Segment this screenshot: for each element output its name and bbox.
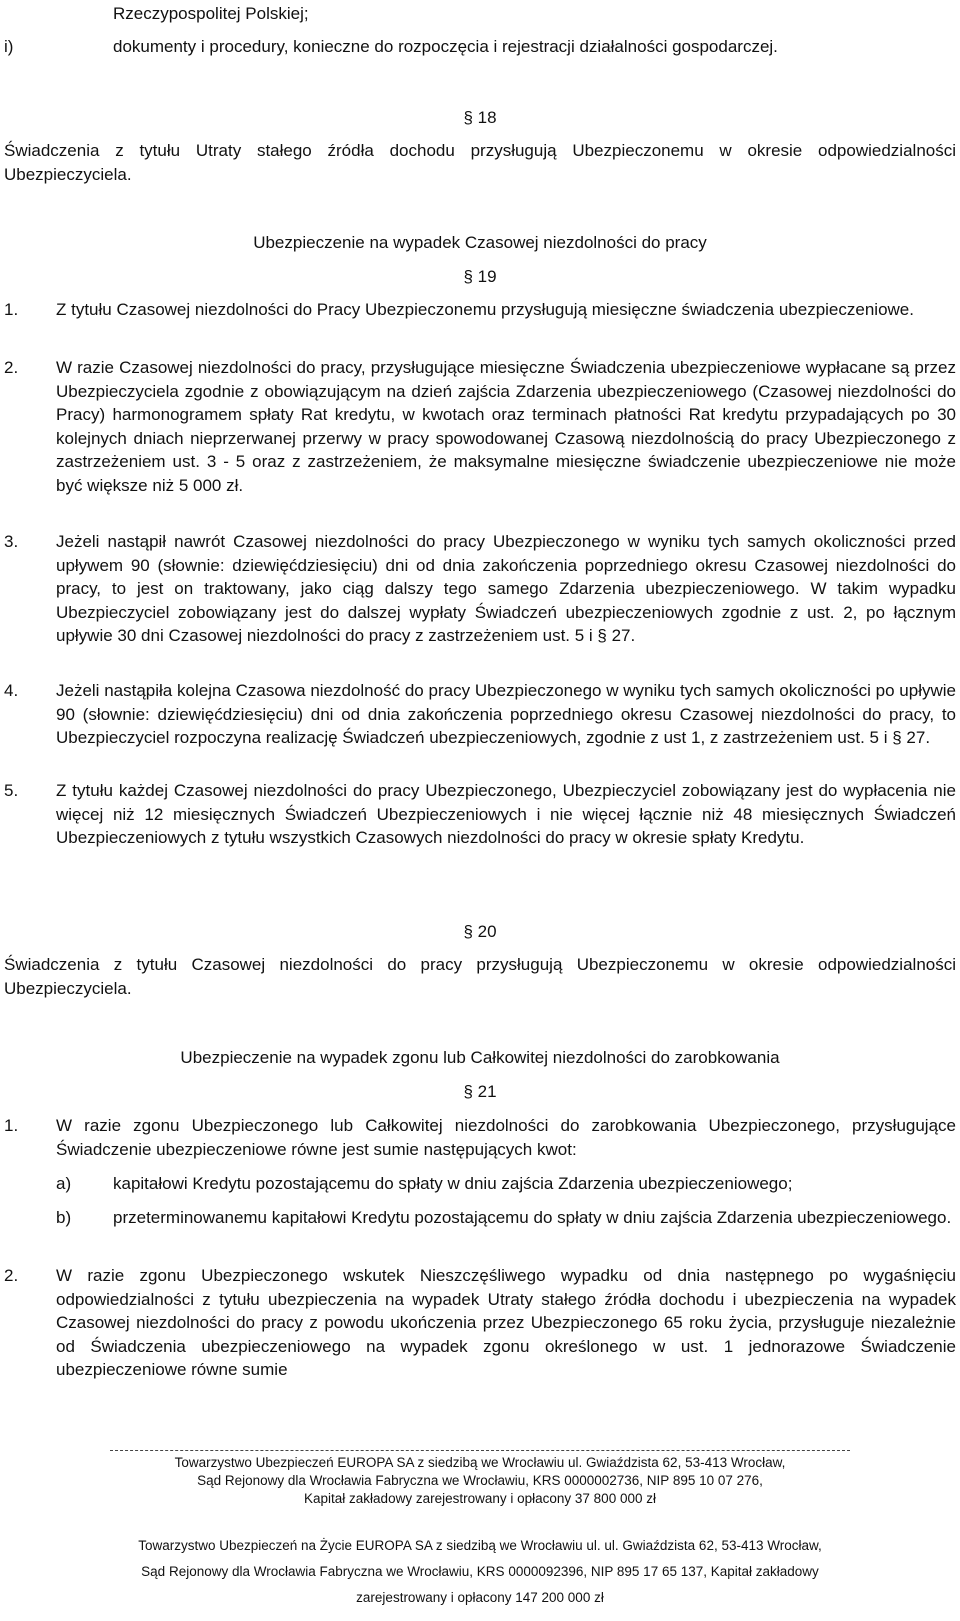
chapter-heading-death-or-incapacity: Ubezpieczenie na wypadek zgonu lub Całkowitej niezdolności do zarobkowania <box>180 1048 780 1067</box>
footer-line: zarejestrowany i opłacony 147 200 000 zł <box>356 1590 604 1605</box>
section-19-item-2: W razie Czasowej niezdolności do pracy, przysługujące miesięczne Świadczenia ubezpieczeniowe wypłacane są przez Ubezpieczyciela zgodnie z obowiązującym na dzień zajścia Zdarzenia ubezpieczeniowego (Czasowej niezdolności do Pracy) harmonogramem spłaty Rat kredytu, w kwotach oraz terminach płatności Rat kredytu przypadających po 30 kolejnych dniach nieprzerwanej przerwy w pracy spowodowanej Czasową niezdolnością do pracy Ubezpieczonego z zastrzeżeniem ust. 3 - 5 oraz z zastrzeżeniem, że maksymalne miesięczne świadczenie ubezpieczeniowe nie może być większe niż 5 000 zł. <box>56 358 956 495</box>
footer-line: Towarzystwo Ubezpieczeń na Życie EUROPA SA z siedzibą we Wrocławiu ul. ul. Gwiaździsta 62, 53-413 Wrocław, <box>138 1538 822 1553</box>
item-text-i: dokumenty i procedury, konieczne do rozpoczęcia i rejestracji działalności gospodarczej. <box>113 37 778 56</box>
section-number: 18 <box>477 108 497 127</box>
section-symbol: § <box>463 1082 473 1101</box>
section-21-subitem-a: kapitałowi Kredytu pozostającemu do spłaty w dniu zajścia Zdarzenia ubezpieczeniowego; <box>113 1174 793 1193</box>
continuation-line: Rzeczypospolitej Polskiej; <box>113 4 309 23</box>
footer-line: Sąd Rejonowy dla Wrocławia Fabryczna we Wrocławiu, KRS 0000002736, NIP 895 10 07 276, <box>197 1473 763 1488</box>
section-19-item-3: Jeżeli nastąpił nawrót Czasowej niezdolności do pracy Ubezpieczonego w wyniku tych samych okoliczności przed upływem 90 (słownie: dziewięćdziesięciu) dni od dnia zakończenia poprzedniego okresu Czasowej niezdolności do pracy, to jest on traktowany, jako ciąg dalszy tego samego Zdarzenia ubezpieczeniowego. W takim wypadku Ubezpieczyciel zobowiązany jest do dalszej wypłaty Świadczeń ubezpieczeniowych zgodnie z ust. 2, po łącznym upływie 30 dni Czasowej niezdolności do pracy z zastrzeżeniem ust. 5 i § 27. <box>56 532 956 645</box>
item-number: 3. <box>4 532 19 551</box>
section-21-heading <box>0 1080 960 1104</box>
item-number: 5. <box>4 781 19 800</box>
section-20-heading <box>0 920 960 944</box>
section-21-item-2: W razie zgonu Ubezpieczonego wskutek Nieszczęśliwego wypadku od dnia następnego po wygaśnięciu odpowiedzialności z tytułu ubezpieczenia na wypadek Utraty stałego źródła dochodu i ubezpieczenia na wypadek Czasowej niezdolności do pracy z powodu ukończenia przez Ubezpieczonego 65 roku życia, przysługuje niezależnie od Świadczenia ubezpieczeniowego na wypadek zgonu określonego w ust. 1 jednorazowe Świadczenie ubezpieczeniowe równe sumie <box>56 1266 956 1379</box>
item-number: 1. <box>4 300 19 319</box>
subitem-label-b: b) <box>56 1208 72 1227</box>
section-20-text: Świadczenia z tytułu Czasowej niezdolności do pracy przysługują Ubezpieczonemu w okresie odpowiedzialności Ubezpieczyciela. <box>4 955 956 998</box>
item-number: 2. <box>4 358 19 377</box>
section-number: 20 <box>477 922 497 941</box>
section-18-text: Świadczenia z tytułu Utraty stałego źródła dochodu przysługują Ubezpieczonemu w okresie odpowiedzialności Ubezpieczyciela. <box>4 141 956 184</box>
chapter-heading-temporary-disability: Ubezpieczenie na wypadek Czasowej niezdolności do pracy <box>253 233 707 252</box>
subitem-label-a: a) <box>56 1174 72 1193</box>
section-symbol: § <box>463 108 473 127</box>
footer-divider <box>110 1450 850 1451</box>
section-19-item-1: Z tytułu Czasowej niezdolności do Pracy Ubezpieczonemu przysługują miesięczne świadczenia ubezpieczeniowe. <box>56 300 914 319</box>
footer-line: Sąd Rejonowy dla Wrocławia Fabryczna we Wrocławiu, KRS 0000092396, NIP 895 17 65 137, Kapitał zakładowy <box>141 1564 819 1579</box>
section-symbol: § <box>463 922 473 941</box>
footer-line: Towarzystwo Ubezpieczeń EUROPA SA z siedzibą we Wrocławiu ul. Gwiaździsta 62, 53-413 Wrocław, <box>174 1455 786 1470</box>
section-19-item-5: Z tytułu każdej Czasowej niezdolności do pracy Ubezpieczonego, Ubezpieczyciel zobowiązany jest do wypłacenia nie więcej niż 12 miesięcznych Świadczeń Ubezpieczeniowych i nie więcej łącznie niż 48 miesięcznych Świadczeń Ubezpieczeniowych z tytułu wszystkich Czasowych niezdolności do pracy w okresie spłaty Kredytu. <box>56 781 956 847</box>
item-number: 2. <box>4 1266 19 1285</box>
item-number: 4. <box>4 681 19 700</box>
section-number: 21 <box>477 1082 497 1101</box>
item-number: 1. <box>4 1116 19 1135</box>
section-19-heading <box>0 265 960 289</box>
section-18-heading <box>0 106 960 130</box>
footer-line: Kapitał zakładowy zarejestrowany i opłacony 37 800 000 zł <box>304 1491 656 1506</box>
section-number: 19 <box>477 267 497 286</box>
section-symbol: § <box>463 267 473 286</box>
section-19-item-4: Jeżeli nastąpiła kolejna Czasowa niezdolność do pracy Ubezpieczonego w wyniku tych samych okoliczności po upływie 90 (słownie: dziewięćdziesięciu) dni od dnia zakończenia poprzedniego okresu Czasowej niezdolności do pracy, to Ubezpieczyciel rozpoczyna realizację Świadczeń ubezpieczeniowych, zgodnie z ust 1, z zastrzeżeniem ust. 5 i § 27. <box>56 681 956 747</box>
item-label-i: i) <box>4 37 14 56</box>
section-21-item-1: W razie zgonu Ubezpieczonego lub Całkowitej niezdolności do zarobkowania Ubezpieczonego, przysługujące Świadczenie ubezpieczeniowe równe jest sumie następujących kwot: <box>56 1116 956 1159</box>
section-21-subitem-b: przeterminowanemu kapitałowi Kredytu pozostającemu do spłaty w dniu zajścia Zdarzenia ubezpieczeniowego. <box>113 1208 952 1227</box>
